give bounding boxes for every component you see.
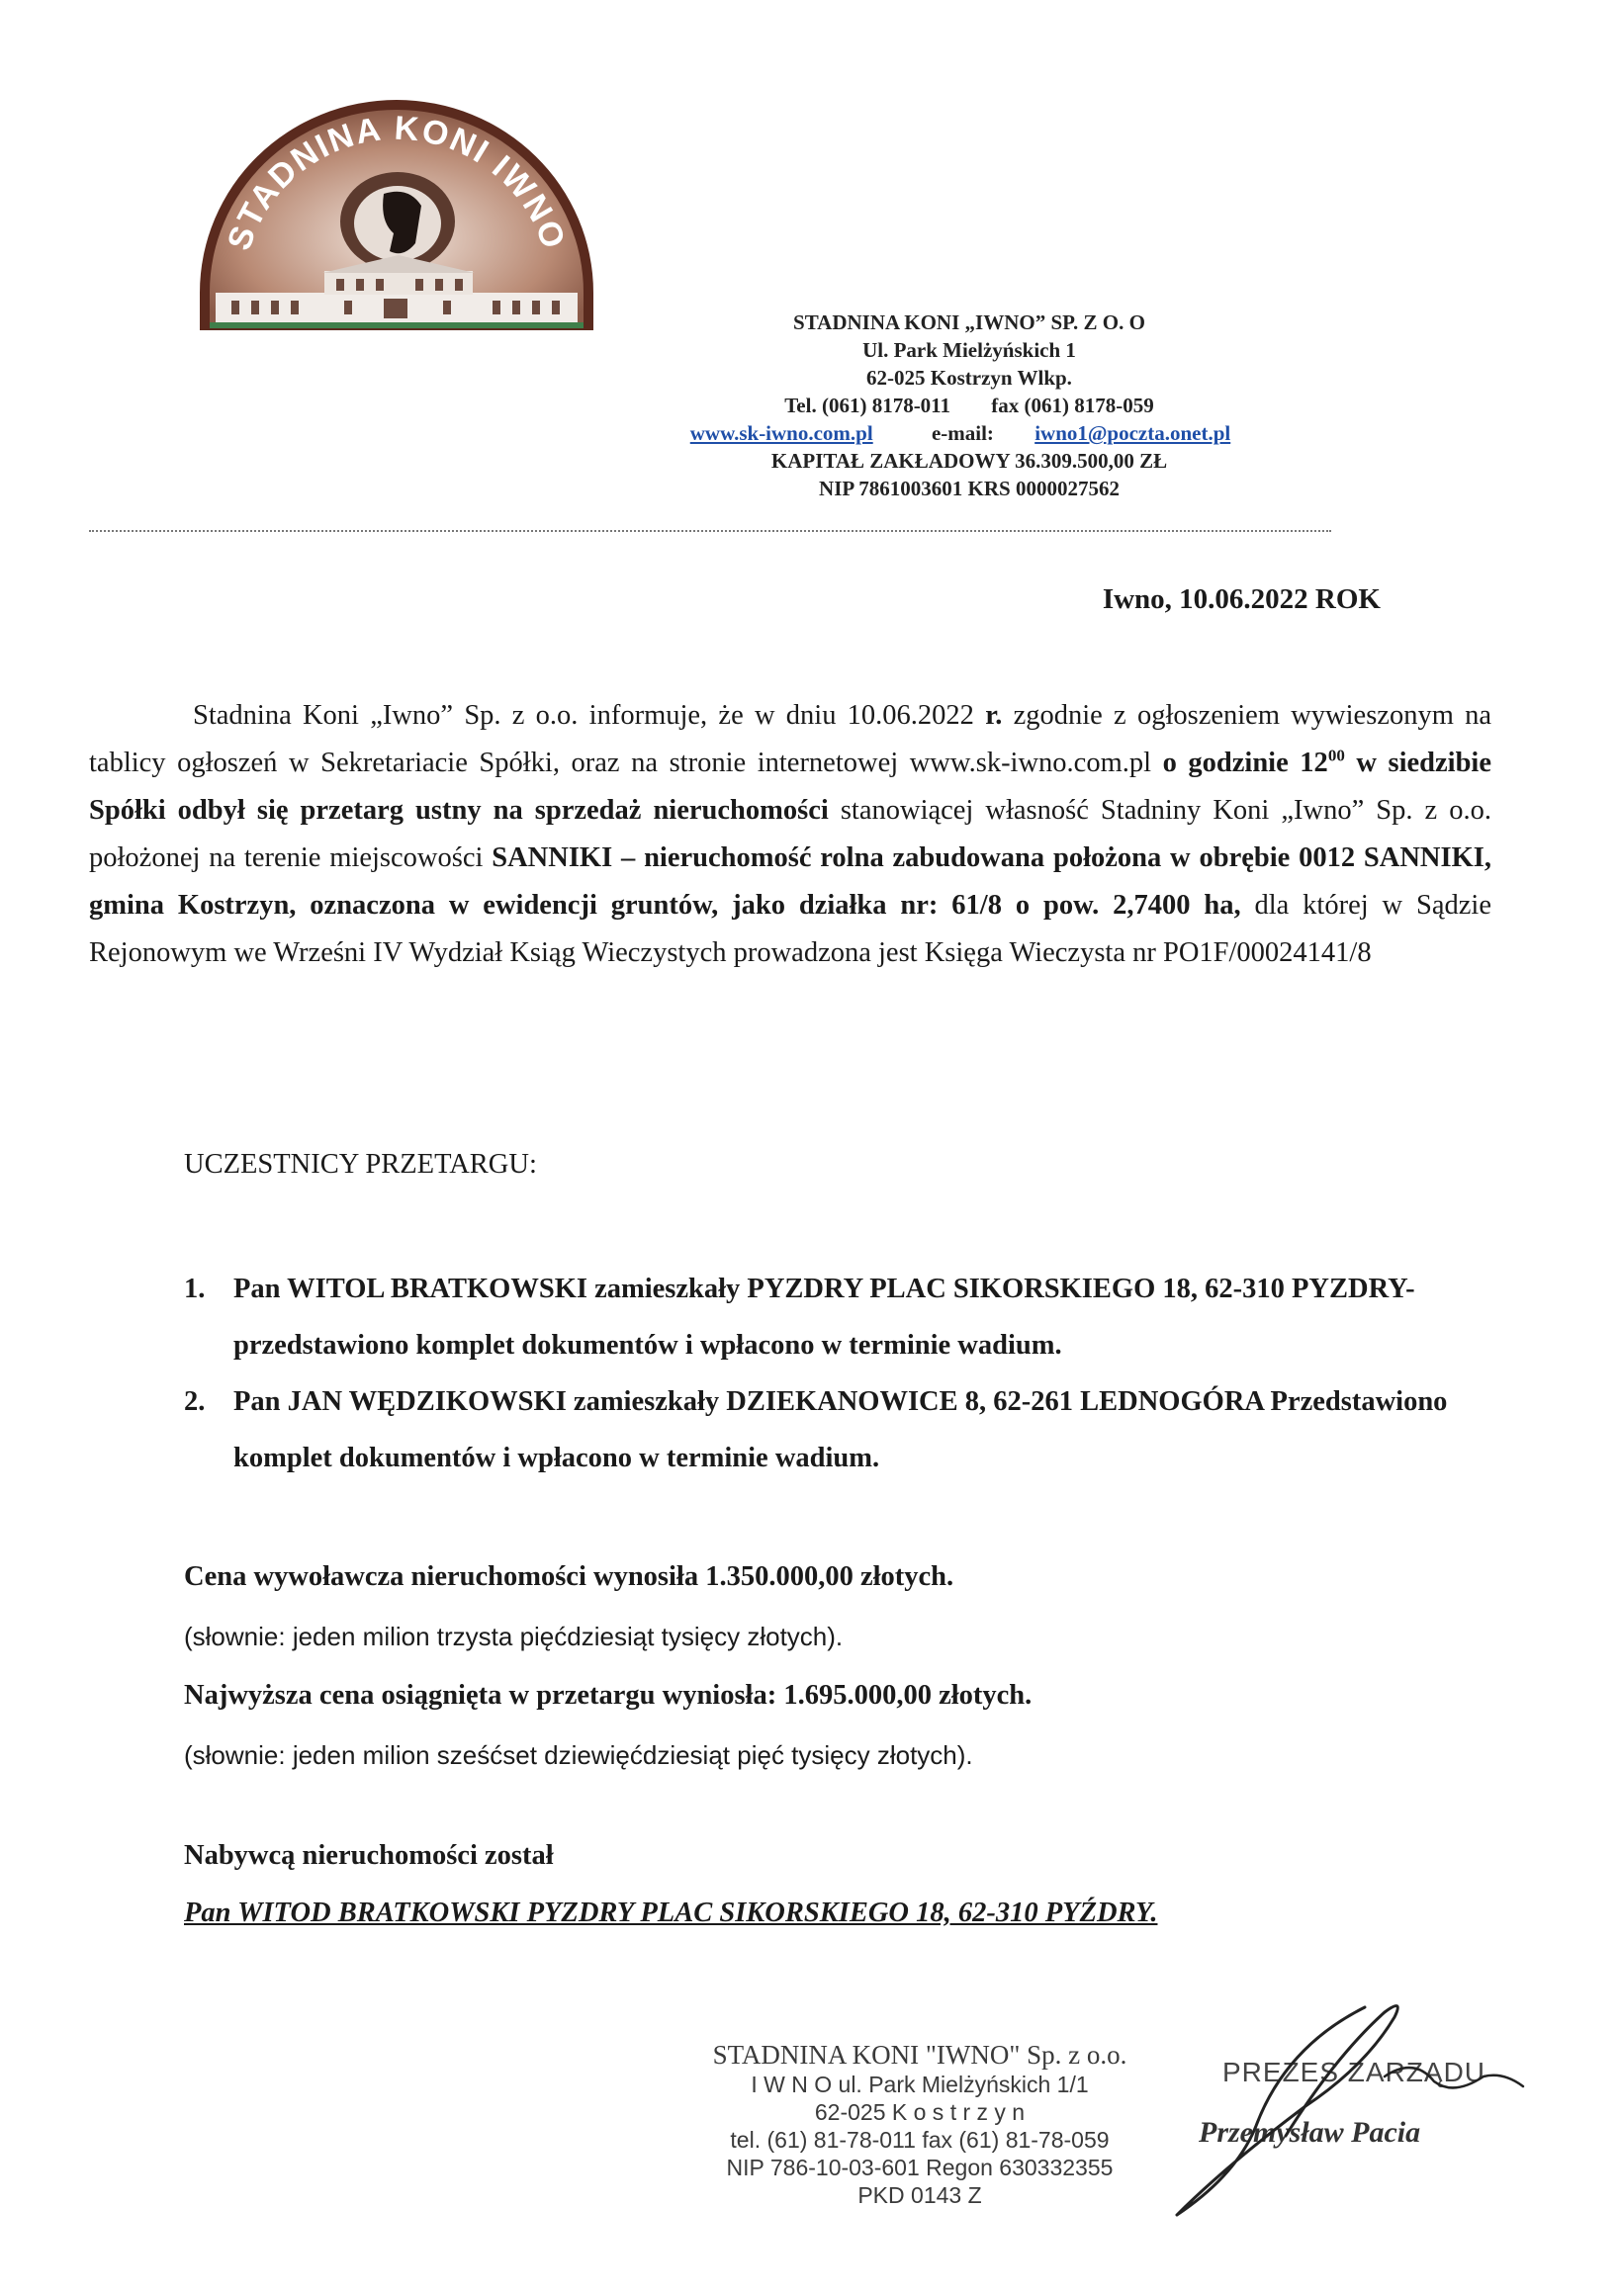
email-link[interactable]: iwno1@poczta.onet.pl xyxy=(1034,421,1231,445)
body-paragraph: Stadnina Koni „Iwno” Sp. z o.o. informuje, że w dniu 10.06.2022 r. zgodnie z ogłoszeniem wywieszonym na tablicy ogłoszeń w Sekretariacie Spółki, oraz na stronie internetowej www.sk-iwno.com.pl o godzinie $12^{00}$ w siedzibie Spółki odbył się przetarg ustny na sprzedaż nieruchomości stanowiącej własność Stadniny Koni „Iwno” Sp. z o.o. położonej na terenie miejscowości SANNIKI – nieruchomość rolna zabudowana położona w obrębie 0012 SANNIKI, gmina Kostrzyn, oznaczona w ewidencji gruntów, jako działka nr: 61/8 o pow. 2,7400 ha, dla której w Sądzie Rejonowym we Wrześni IV Wydział Ksiąg Wieczystych prowadzona jest Księga Wieczysta nr PO1F/00024141/8 xyxy=(89,700,1492,968)
company-capital: KAPITAŁ ZAKŁADOWY 36.309.500,00 ZŁ xyxy=(770,449,1168,473)
website-link[interactable]: www.sk-iwno.com.pl xyxy=(689,421,873,445)
handwritten-signature xyxy=(1137,1987,1553,2225)
email-label: e-mail: xyxy=(931,421,994,445)
buyer-label: Nabywcą nieruchomości został xyxy=(184,1840,554,1871)
starting-price-words: (słownie: jeden milion trzysta pięćdziesiąt tysięcy złotych). xyxy=(184,1622,844,1651)
company-logo xyxy=(196,95,596,334)
announcement-body xyxy=(89,692,1491,977)
company-name: STADNINA KONI „IWNO” SP. Z O. O xyxy=(793,310,1145,334)
starting-price: Cena wywoławcza nieruchomości wynosiła 1.350.000,00 złotych. xyxy=(184,1561,954,1592)
signatory-title: PREZES ZARZĄDU xyxy=(1222,2057,1486,2087)
header-divider xyxy=(89,530,1331,532)
buyer-name: Pan WITOD BRATKOWSKI PYZDRY PLAC SIKORSKIEGO 18, 62-310 PYŹDRY. xyxy=(184,1898,1158,1928)
highest-price: Najwyższa cena osiągnięta w przetargu wyniosła: 1.695.000,00 złotych. xyxy=(184,1680,1033,1711)
company-header xyxy=(633,309,1305,502)
highest-price-words: (słownie: jeden milion sześćset dziewięćdziesiąt pięć tysięcy złotych). xyxy=(184,1740,973,1770)
svg-text:STADNINA KONI IWNO: STADNINA KONI IWNO xyxy=(220,109,574,255)
company-fax: fax (061) 8178-059 xyxy=(991,394,1154,417)
company-tel: Tel. (061) 8178-011 xyxy=(784,394,951,417)
participants-heading: UCZESTNICY PRZETARGU: xyxy=(184,1149,537,1180)
company-stamp: STADNINA KONI "IWNO" Sp. z o.o. I W N O ul. Park Mielżyńskich 1/1 62-025 K o s t r z y n tel. (61) 81-78-011 fax (61) 81-78-059 NIP 786-10-03-601 Regon 630332355 PKD 0143 Z xyxy=(712,2040,1127,2208)
list-item: 2. Pan JAN WĘDZIKOWSKI zamieszkały DZIEKANOWICE 8, 62-261 LEDNOGÓRA Przedstawiono komplet dokumentów i wpłacono w terminie wadium. xyxy=(184,1386,1448,1473)
list-item: 1. Pan WITOL BRATKOWSKI zamieszkały PYZDRY PLAC SIKORSKIEGO 18, 62-310 PYZDRY- przedstawiono komplet dokumentów i wpłacono w terminie wadium. xyxy=(184,1274,1415,1361)
company-street: Ul. Park Mielżyńskich 1 xyxy=(862,338,1076,362)
company-web-row xyxy=(633,419,1305,447)
document-date: Iwno, 10.06.2022 ROK xyxy=(1102,583,1381,615)
company-phone-row xyxy=(633,392,1305,419)
price-section xyxy=(184,1547,1489,1785)
participants-list xyxy=(184,1261,1489,1486)
company-city: 62-025 Kostrzyn Wlkp. xyxy=(866,366,1072,390)
buyer-section xyxy=(184,1827,1489,1942)
company-ids: NIP 7861003601 KRS 0000027562 xyxy=(819,477,1120,500)
signatory-name: Przemysław Pacia xyxy=(1199,2116,1421,2149)
